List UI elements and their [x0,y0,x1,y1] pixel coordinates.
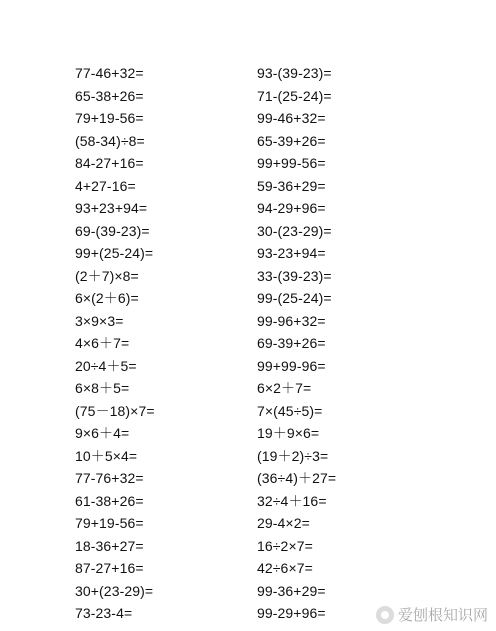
math-problem: 77-46+32= [75,65,144,81]
math-problem: 99-46+32= [257,110,326,126]
math-problem: 33-(39-23)= [257,267,332,284]
math-problem: 3×9×3= [75,312,124,329]
math-problem: 65-38+26= [75,87,144,104]
math-problem: 61-38+26= [75,492,144,509]
math-problem: 4+27-16= [75,177,136,194]
math-problem: 77-76+32= [75,470,144,486]
math-problem: 19＋9×6= [257,425,320,441]
math-problem: 99-29+96= [257,605,326,621]
watermark-logo-icon [376,606,394,624]
math-problem: 9×6＋4= [75,425,130,441]
math-problem: 30+(23-29)= [75,582,154,599]
math-problem: 7×(45÷5)= [257,402,323,419]
math-problem: (19＋2)÷3= [257,447,329,464]
watermark [376,604,488,625]
math-problem: 69-39+26= [257,335,326,351]
math-problem: 99+99-56= [257,155,326,171]
right-problem-column [257,62,336,625]
math-problem: 93+23+94= [75,200,148,216]
math-problem: 20÷4＋5= [75,357,137,374]
math-problem: 99-36+29= [257,582,326,599]
math-problem: 16÷2×7= [257,537,313,554]
math-problem: 79+19-56= [75,110,144,126]
math-problem: 71-(25-24)= [257,87,332,104]
math-problem: 84-27+16= [75,155,144,171]
math-problem: 94-29+96= [257,200,326,216]
math-problem: 4×6＋7= [75,335,130,351]
watermark-text: 爱刨根知识网 [397,607,488,624]
math-problem: 99-96+32= [257,312,326,329]
math-problem: 73-23-4= [75,605,133,621]
math-problem: 69-(39-23)= [75,222,150,239]
math-problem: 42÷6×7= [257,560,313,576]
math-problem: 32÷4＋16= [257,492,327,509]
math-problem: 87-27+16= [75,560,144,576]
math-problem: 6×(2＋6)= [75,290,139,306]
math-problem: 6×8＋5= [75,380,130,396]
math-problem: (2＋7)×8= [75,267,139,284]
math-problem: 6×2＋7= [257,380,312,396]
left-problem-column [75,62,155,625]
math-problem: 99-(25-24)= [257,290,332,306]
math-problem: 65-39+26= [257,132,326,149]
math-problem: (36÷4)＋27= [257,470,337,486]
math-problem: 99+(25-24)= [75,245,154,261]
math-problem: 29-4×2= [257,515,310,531]
math-problem: 18-36+27= [75,537,144,554]
math-problem: (58-34)÷8= [75,132,145,149]
math-problem: 99+99-96= [257,357,326,374]
math-problem: 93-(39-23)= [257,65,332,81]
math-problem: 93-23+94= [257,245,326,261]
math-problem: 79+19-56= [75,515,144,531]
math-problem: 30-(23-29)= [257,222,332,239]
math-problem: 10＋5×4= [75,447,138,464]
math-problem: (75－18)×7= [75,402,155,419]
math-problem: 59-36+29= [257,177,326,194]
